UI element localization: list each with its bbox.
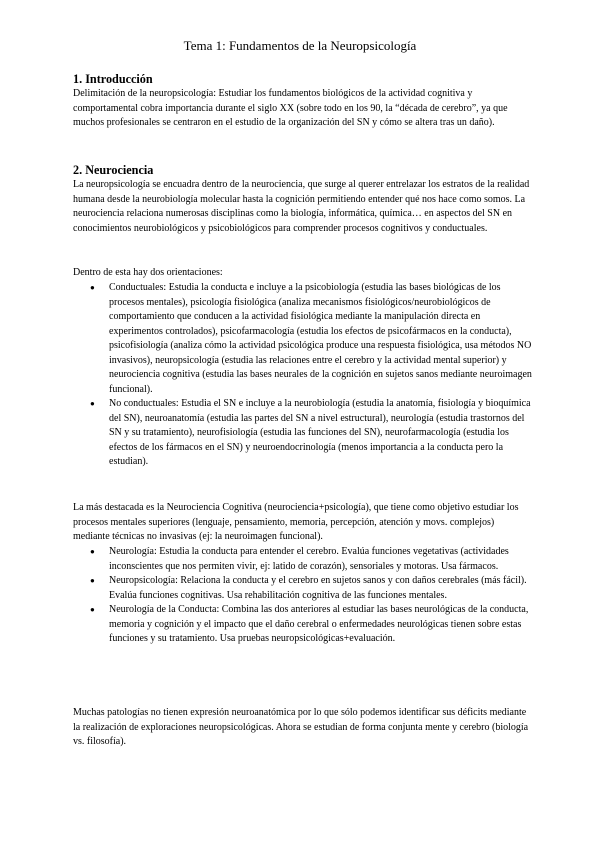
list-item-text: No conductuales: Estudia el SN e incluye a la neurobiología (estudia la anatomía, fisiología y bioquímica del SN), neuroanatomía (estudia las partes del SN a nivel estructural), neurología (estudia trastornos del SN y su tratamiento), neurofisiología (estudia las funciones del SN), neurofarmacología (estudia los efectos de los fármacos en el SN) y neuroendocrinología (menos importancia a la conducta pero la estudian). bbox=[109, 398, 531, 467]
list-item bbox=[73, 397, 533, 470]
list-item bbox=[73, 574, 533, 603]
list-item-text: Neurología de la Conducta: Combina las dos anteriores al estudiar las bases neurológicas de la conducta, memoria y cognición y el impacto que el daño cerebral o enfermedades neurológicas tienen sobre estas funciones y su tratamiento. Usa pruebas neuropsicológicas+evaluación. bbox=[109, 604, 529, 644]
orientations-intro: Dentro de esta hay dos orientaciones: bbox=[73, 267, 223, 278]
list-item bbox=[73, 281, 533, 397]
bullet-icon: ● bbox=[90, 399, 95, 408]
list-item bbox=[73, 603, 533, 647]
section-heading-introduccion: 1. Introducción bbox=[73, 72, 153, 86]
bullet-icon: ● bbox=[90, 547, 95, 556]
orientations-list bbox=[73, 281, 533, 470]
section-paragraph-introduccion: Delimitación de la neuropsicología: Estudiar los fundamentos biológicos de la actividad cognitiva y comportamental cobra importancia durante el siglo XX (sobre todo en los 90, la “década de cerebro”, ya que muchos profesionales se centraron en el estudio de la organización del SN y cómo se altera tras un daño). bbox=[73, 88, 508, 128]
list-item bbox=[73, 545, 533, 574]
disciplines-list bbox=[73, 545, 533, 647]
cognitive-intro: La más destacada es la Neurociencia Cognitiva (neurociencia+psicología), que tiene como objetivo estudiar los procesos mentales superiores (lenguaje, pensamiento, memoria, percepción, atención y movs. complejos) mediante técnicas no invasivas (ej: la neuroimagen funcional). bbox=[73, 502, 519, 542]
list-item-text: Conductuales: Estudia la conducta e incluye a la psicobiología (estudia las bases biológicas de los procesos mentales), psicología fisiológica (analiza mecanismos fisiológicos/neurobiológicos de comportamiento que conducen a la actividad fisiológica mediante la manipulación directa en experimentos controlados), psicofarmacología (estudia los efectos de psicofármacos en la conducta), psicofisiología (analiza cómo la actividad psicológica produce una respuesta fisiológica, usa métodos NO invasivos), neuropsicología (estudia las relaciones entre el cerebro y la actividad mental superior) y neurociencia cognitiva (estudia las bases neurales de la cognición en sujetos sanos mediante neuroimagen funcional). bbox=[109, 282, 532, 395]
page-title: Tema 1: Fundamentos de la Neuropsicología bbox=[183, 38, 417, 53]
list-item-text: Neurología: Estudia la conducta para entender el cerebro. Evalúa funciones vegetativas (actividades inconscientes que nos permiten vivir, ej: latido de corazón), sensoriales y motoras. Usa fármacos. bbox=[109, 546, 509, 572]
section-paragraph-neurociencia: La neuropsicología se encuadra dentro de la neurociencia, que surge al querer entrelazar los estratos de la realidad humana desde la neurobiología molecular hasta la cognición permitiendo entender qué nos hace como somos. La neurociencia relaciona numerosas disciplinas como la biología, informática, química… en aspectos del SN en conocimientos neurobiológicos y psicobiológicos para comprender procesos cognitivos y conductuales. bbox=[73, 179, 530, 234]
section-heading-neurociencia: 2. Neurociencia bbox=[73, 163, 154, 177]
bullet-icon: ● bbox=[90, 605, 95, 614]
bullet-icon: ● bbox=[90, 576, 95, 585]
closing-paragraph: Muchas patologías no tienen expresión neuroanatómica por lo que sólo podemos identificar sus déficits mediante la realización de exploraciones neuropsicológicas. Ahora se estudian de forma conjunta mente y cerebro (biología vs. filosofía). bbox=[73, 707, 529, 747]
bullet-icon: ● bbox=[90, 283, 95, 292]
list-item-text: Neuropsicología: Relaciona la conducta y el cerebro en sujetos sanos y con daños cerebrales (más fácil). Evalúa funciones cognitivas. Usa rehabilitación cognitiva de las funciones mentales. bbox=[109, 575, 527, 601]
